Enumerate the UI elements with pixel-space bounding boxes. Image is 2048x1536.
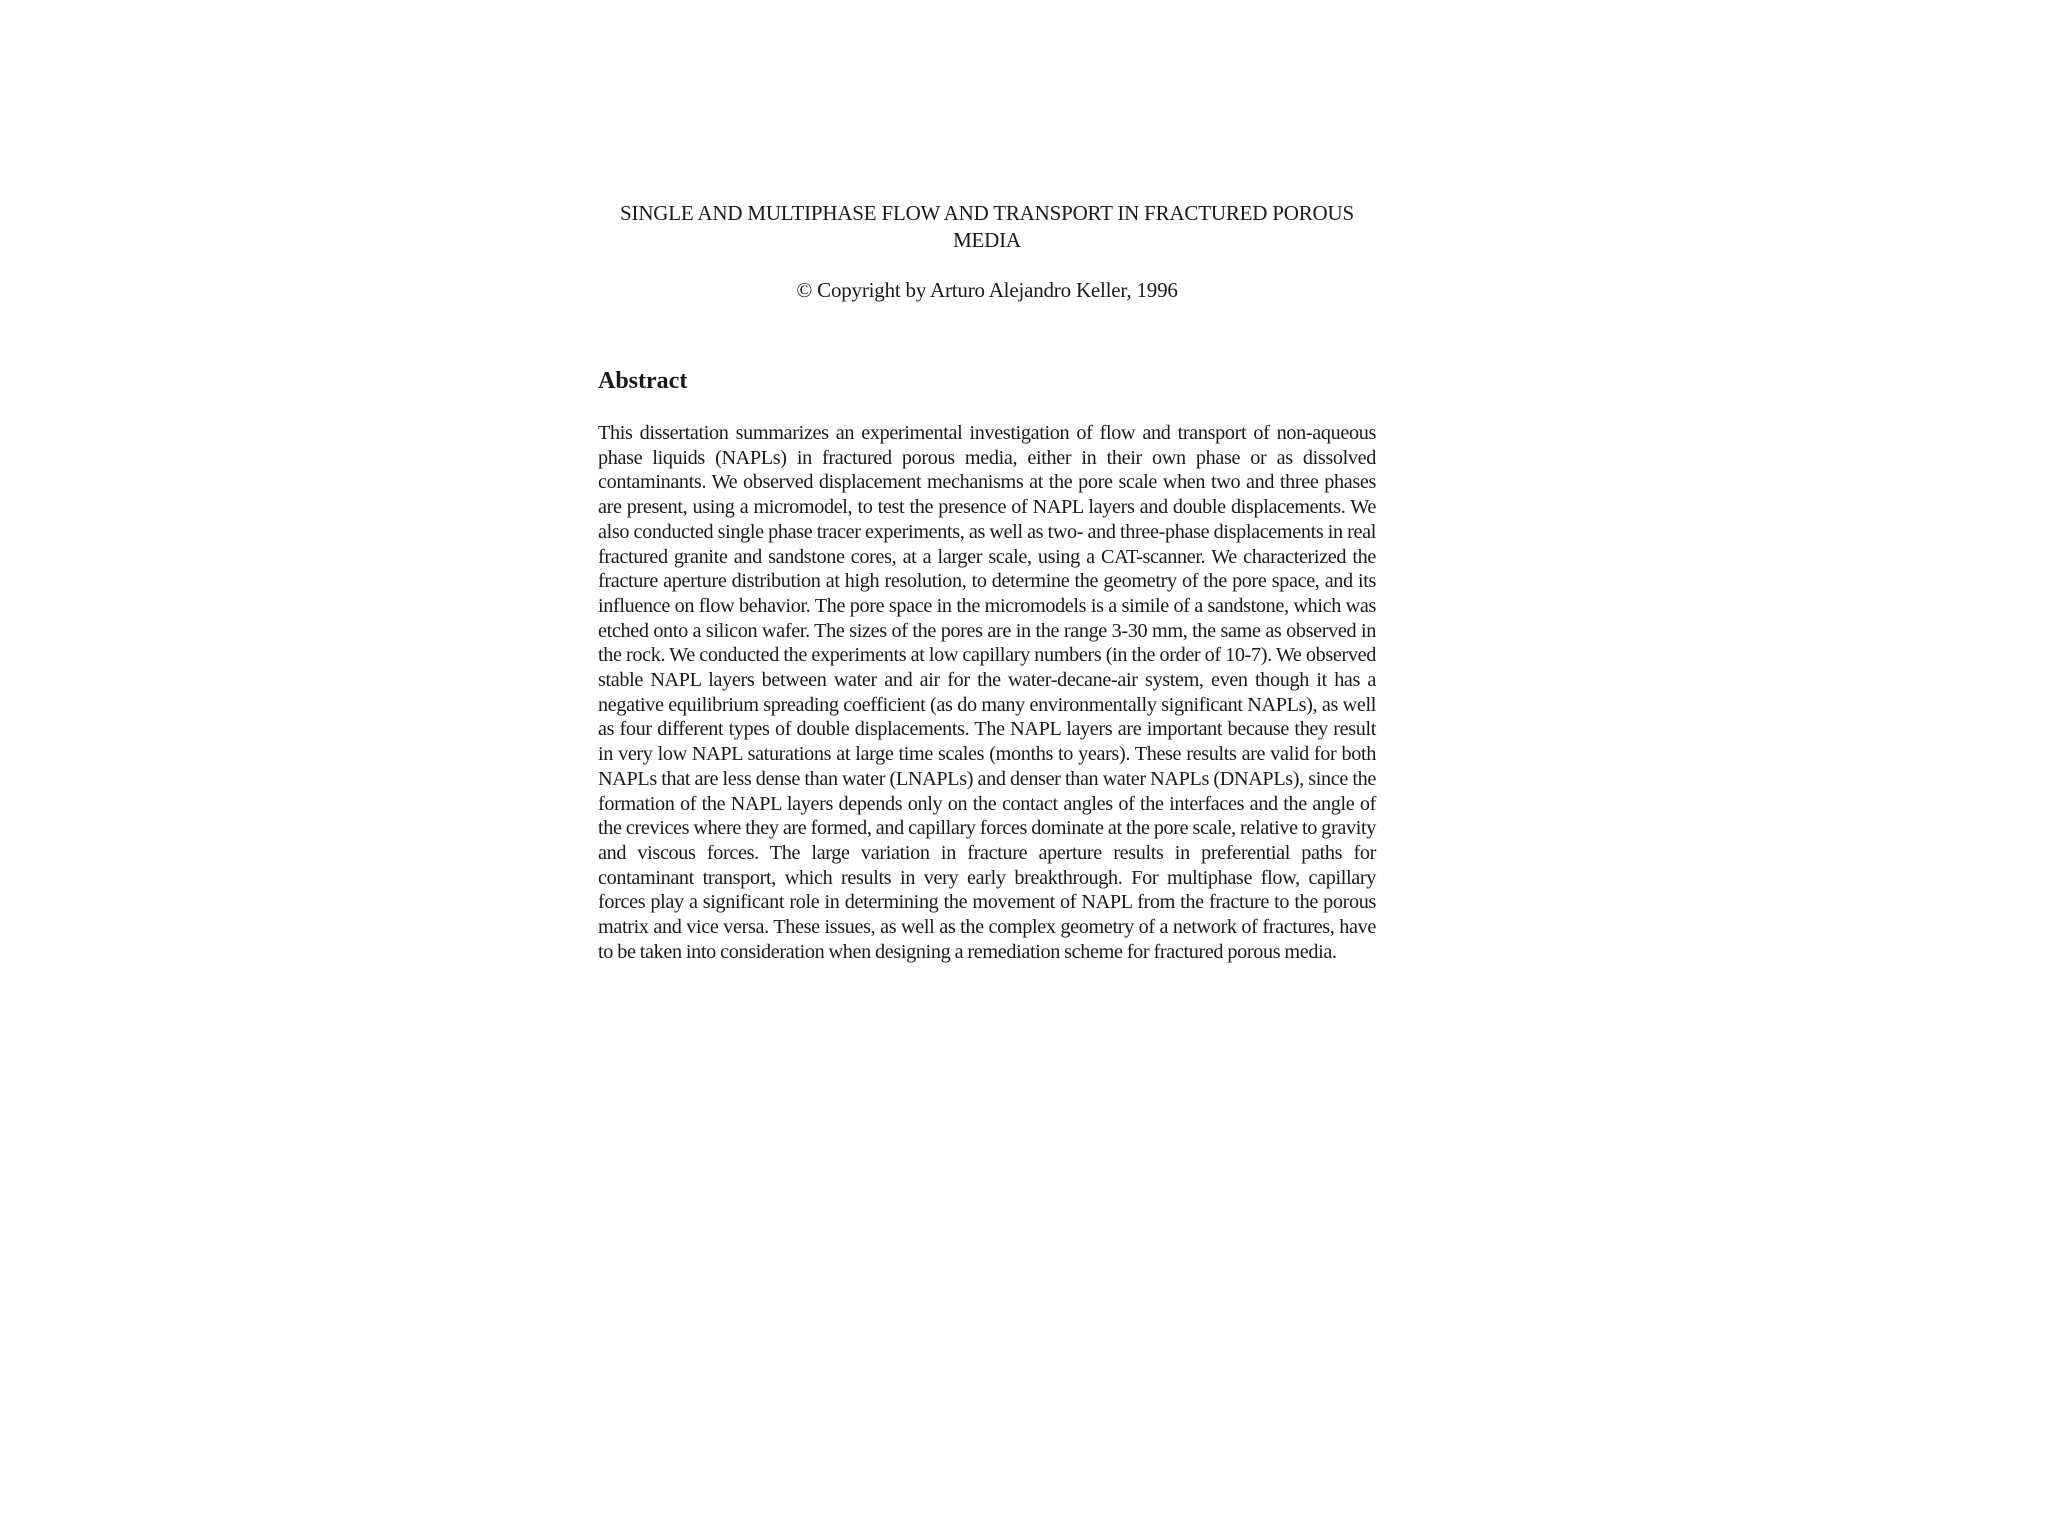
document-page [598, 200, 1376, 964]
copyright-notice: © Copyright by Arturo Alejandro Keller, 1996 [796, 278, 1178, 302]
title-line-1: SINGLE AND MULTIPHASE FLOW AND TRANSPORT IN FRACTURED POROUS [620, 201, 1354, 225]
abstract-heading: Abstract [598, 368, 688, 394]
abstract-paragraph: This dissertation summarizes an experimental investigation of flow and transport of non-aqueous phase liquids (NAPLs) in fractured porous media, either in their own phase or as dissolved contaminants. We observed displacement mechanisms at the pore scale when two and three phases are present, using a micromodel, to test the presence of NAPL layers and double displacements. We also conducted single phase tracer experiments, as well as two- and three-phase displacements in real fractured granite and sandstone cores, at a larger scale, using a CAT-scanner. We characterized the fracture aperture distribution at high resolution, to determine the geometry of the pore space, and its influence on flow behavior. The pore space in the micromodels is a simile of a sandstone, which was etched onto a silicon wafer. The sizes of the pores are in the range 3-30 mm, the same as observed in the rock. We conducted the experiments at low capillary numbers (in the order of 10-7). We observed stable NAPL layers between water and air for the water-decane-air system, even though it has a negative equilibrium spreading coefficient (as do many environmentally significant NAPLs), as well as four different types of double displacements. The NAPL layers are important because they result in very low NAPL saturations at large time scales (months to years). These results are valid for both NAPLs that are less dense than water (LNAPLs) and denser than water NAPLs (DNAPLs), since the formation of the NAPL layers depends only on the contact angles of the interfaces and the angle of the crevices where they are formed, and capillary forces dominate at the pore scale, relative to gravity and viscous forces. The large variation in fracture aperture results in preferential paths for contaminant transport, which results in very early breakthrough. For multiphase flow, capillary forces play a significant role in determining the movement of NAPL from the fracture to the porous matrix and vice versa. These issues, as well as the complex geometry of a network of fractures, have to be taken into consideration when designing a remediation scheme for fractured porous media. [598, 422, 1376, 963]
title-line-2: MEDIA [953, 228, 1021, 252]
document-title [598, 200, 1376, 254]
